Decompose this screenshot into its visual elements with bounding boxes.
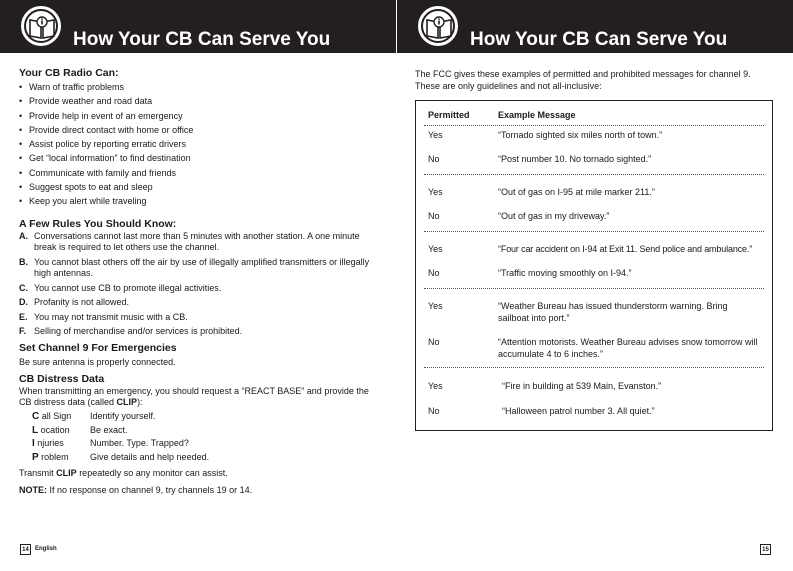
rule-letter: D.: [19, 297, 28, 308]
book-info-icon: [416, 4, 460, 48]
rule-letter: A.: [19, 230, 28, 241]
clip-row: C all Sign Identify yourself.: [32, 410, 156, 422]
right-page: [397, 0, 793, 571]
list-item: [19, 297, 378, 309]
table-cell-message: “Traffic moving smoothly on I-94.”: [498, 268, 632, 278]
rule-text: You cannot blast others off the air by use of illegally amplified transmitters or illegally high antennas.: [34, 256, 370, 279]
rule-text: You may not transmit music with a CB.: [34, 311, 188, 322]
rules-heading: A Few Rules You Should Know:: [19, 217, 177, 230]
table-cell-permitted: Yes: [428, 187, 443, 197]
table-cell-permitted: No: [428, 268, 440, 278]
table-cell-permitted: Yes: [428, 301, 443, 311]
left-content: [19, 66, 378, 497]
list-item: • Assist police by reporting erratic drivers: [19, 137, 378, 151]
rule-letter: E.: [19, 311, 28, 322]
can-list: [19, 80, 378, 209]
table-cell-permitted: No: [428, 154, 440, 164]
list-item: • Communicate with family and friends: [19, 166, 378, 180]
rule-text: You cannot use CB to promote illegal activities.: [34, 282, 222, 293]
table-cell-message: “Four car accident on I-94 at Exit 11. Send police and ambulance.”: [498, 244, 753, 254]
rule-text: Selling of merchandise and/or services is prohibited.: [34, 326, 243, 337]
page-number: 14: [20, 544, 31, 555]
page-number: 15: [760, 544, 771, 555]
table-cell-message: “Tornado sighted six miles north of town.”: [498, 130, 663, 140]
table-cell-permitted: No: [428, 406, 440, 416]
table-cell-permitted: Yes: [428, 244, 443, 254]
transmit-text: Transmit CLIP repeatedly so any monitor can assist.: [19, 468, 228, 479]
distress-heading: CB Distress Data: [19, 372, 105, 385]
right-header: [397, 0, 793, 53]
distress-text: When transmitting an emergency, you should request a “REACT BASE” and provide the CB distress data (called CLIP):: [19, 385, 369, 408]
rules-list: [19, 231, 378, 338]
page-title: How Your CB Can Serve You: [470, 29, 728, 50]
list-item: [19, 312, 378, 324]
divider: [424, 367, 764, 368]
messages-table: [415, 100, 773, 431]
list-item: • Keep you alert while traveling: [19, 194, 378, 208]
rule-text: Profanity is not allowed.: [34, 297, 130, 308]
fcc-intro: The FCC gives these examples of permitted and prohibited messages for channel 9. These are only guidelines and not all-inclusive:: [415, 69, 751, 91]
table-cell-message: “Weather Bureau has issued thunderstorm warning. Bring sailboat into port.”: [498, 301, 728, 323]
divider: [424, 288, 764, 289]
note-text: NOTE: If no response on channel 9, try channels 19 or 14.: [19, 484, 253, 495]
list-item: • Provide weather and road data: [19, 94, 378, 108]
can-heading: Your CB Radio Can:: [19, 67, 119, 79]
divider: [424, 174, 764, 175]
list-item: • Suggest spots to eat and sleep: [19, 180, 378, 194]
left-header: [0, 0, 396, 53]
list-item: • Provide help in event of an emergency: [19, 109, 378, 123]
clip-row: P roblem Give details and help needed.: [32, 451, 210, 463]
list-item: [19, 326, 378, 338]
table-cell-message: “Fire in building at 539 Main, Evanston.”: [502, 381, 662, 391]
language-label: English: [35, 546, 57, 552]
clip-table: [19, 410, 378, 464]
table-cell-message: “Halloween patrol number 3. All quiet.”: [502, 406, 655, 416]
left-page: [0, 0, 396, 571]
divider: [424, 125, 764, 126]
list-item: [19, 231, 378, 254]
list-item: • Provide direct contact with home or office: [19, 123, 378, 137]
list-item: • Warn of traffic problems: [19, 80, 378, 94]
page-title: How Your CB Can Serve You: [73, 29, 331, 50]
table-cell-message: “Attention motorists. Weather Bureau advises snow tomorrow will accumulate 4 to 6 inches.”: [498, 337, 758, 359]
clip-row: I njuries Number. Type. Trapped?: [32, 438, 189, 450]
channel9-text: Be sure antenna is properly connected.: [19, 356, 176, 367]
rule-text: Conversations cannot last more than 5 minutes with another station. A one minute break is required to let others use the channel.: [34, 230, 360, 253]
rule-letter: C.: [19, 282, 28, 293]
table-cell-message: “Post number 10. No tornado sighted.”: [498, 154, 652, 164]
table-cell-permitted: No: [428, 337, 440, 347]
divider: [424, 231, 764, 232]
table-cell-permitted: No: [428, 211, 440, 221]
rule-letter: B.: [19, 256, 28, 267]
list-item: [19, 257, 378, 280]
list-item: [19, 283, 378, 295]
table-cell-message: “Out of gas on I-95 at mile marker 211.”: [498, 187, 655, 197]
table-cell-permitted: Yes: [428, 130, 443, 140]
table-cell-message: “Out of gas in my driveway.”: [498, 211, 610, 221]
channel9-heading: Set Channel 9 For Emergencies: [19, 341, 177, 354]
list-item: • Get “local information” to find destination: [19, 151, 378, 165]
rule-letter: F.: [19, 326, 27, 337]
clip-row: L ocation Be exact.: [32, 424, 128, 436]
col-example-header: Example Message: [498, 110, 576, 120]
book-info-icon: [19, 4, 63, 48]
col-permitted-header: Permitted: [428, 110, 470, 120]
table-cell-permitted: Yes: [428, 381, 443, 391]
